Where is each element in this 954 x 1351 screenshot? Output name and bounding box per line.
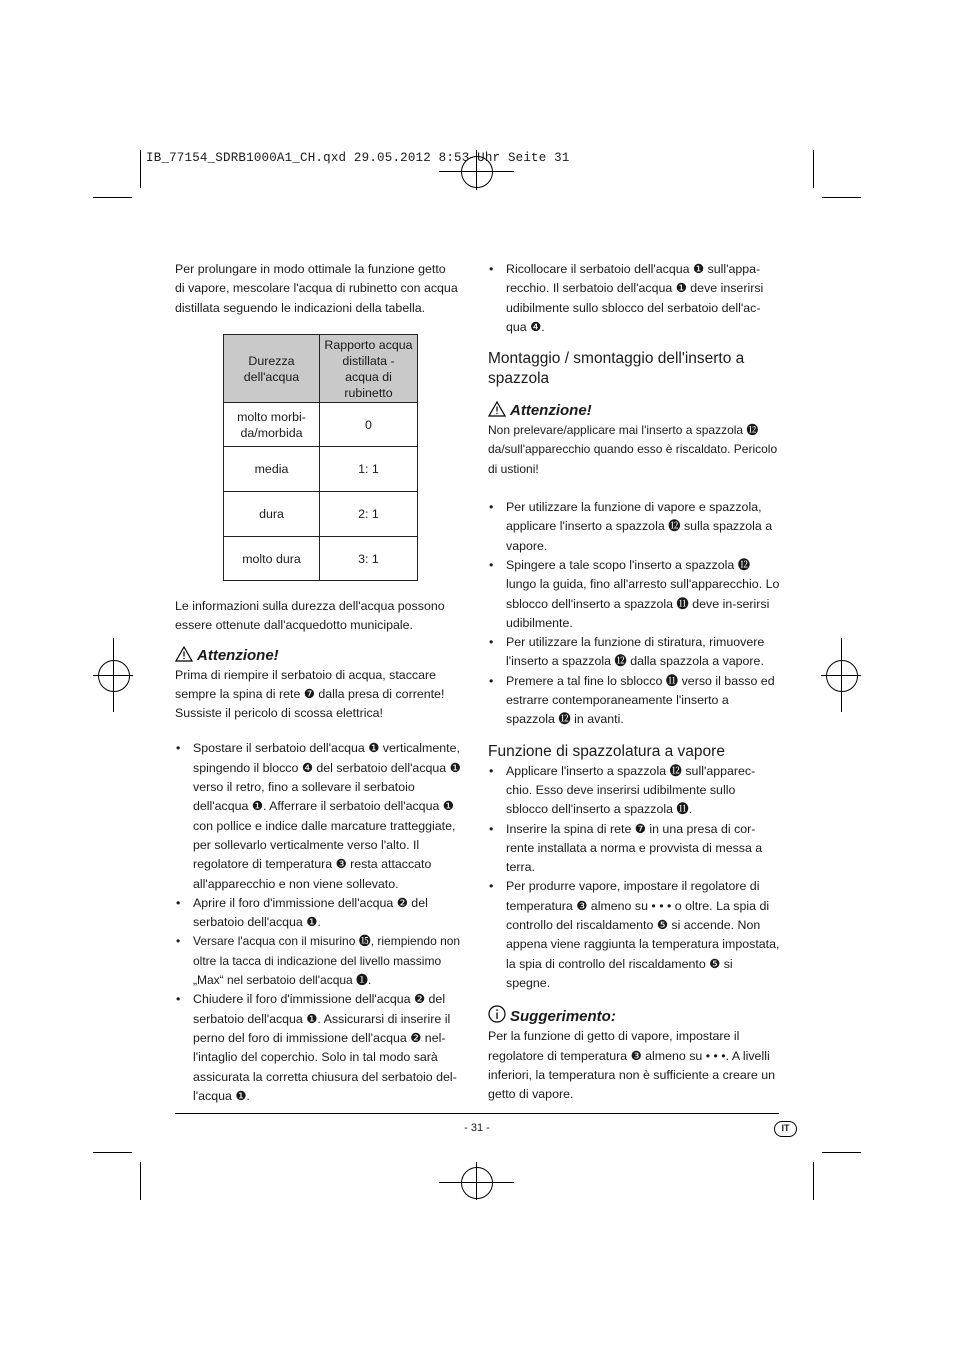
right-column xyxy=(488,260,780,1104)
steam-brushing-list xyxy=(488,762,780,994)
left-column xyxy=(175,260,458,318)
list-item: • Applicare l'inserto a spazzola ⓬ sull'apparec-chio. Esso deve inserirsi udibilmente sullo sblocco dell'inserto a spazzola ⓫. xyxy=(488,762,780,820)
footer-rule xyxy=(175,1113,779,1114)
warning-heading xyxy=(175,646,458,666)
tip-title: Suggerimento: xyxy=(510,1008,616,1026)
list-item: • Ricollocare il serbatoio dell'acqua ❶ sull'appa-recchio. Il serbatoio dell'acqua ❶ deve inserirsi udibilmente sullo sblocco del serbatoio dell'ac-qua ❹. xyxy=(488,260,780,337)
list-item: • Per utilizzare la funzione di stiratura, rimuovere l'inserto a spazzola ⓬ dalla spazzola a vapore. xyxy=(488,633,780,672)
table-header-hardness: Durezza dell'acqua xyxy=(224,335,320,403)
warning-triangle-icon xyxy=(488,401,506,417)
table-cell: 1: 1 xyxy=(319,447,417,492)
left-column-lower xyxy=(175,597,461,1106)
list-item: • Per utilizzare la funzione di vapore e spazzola, applicare l'inserto a spazzola ⓬ sulla spazzola a vapore. xyxy=(488,498,780,556)
warning-title: Attenzione! xyxy=(510,402,592,420)
tip-text: Per la funzione di getto di vapore, impostare il regolatore di temperatura ❸ almeno su • • •. A livelli inferiori, la temperatura non è sufficiente a creare un getto di vapore. xyxy=(488,1029,775,1102)
warning-triangle-icon xyxy=(175,646,193,662)
warning-title: Attenzione! xyxy=(197,646,279,664)
section-heading-brush-insert: Montaggio / smontaggio dell'inserto a spazzola xyxy=(488,350,745,388)
language-badge: IT xyxy=(774,1121,797,1137)
table-cell: molto dura xyxy=(224,537,320,581)
file-slug: IB_77154_SDRB1000A1_CH.qxd 29.05.2012 8:53 Uhr Seite 31 xyxy=(146,151,570,165)
list-item: • Aprire il foro d'immissione dell'acqua ❷ del serbatoio dell'acqua ❶. xyxy=(175,894,464,933)
list-item: • Versare l'acqua con il misurino ⓯, riempiendo non oltre la tacca di indicazione del livello massimo „Max“ nel serbatoio dell'acqua ❶. xyxy=(175,932,464,990)
hardness-info-paragraph: Le informazioni sulla durezza dell'acqua possono essere ottenute dall'acquedotto municipale. xyxy=(175,599,445,633)
intro-paragraph: Per prolungare in modo ottimale la funzione getto di vapore, mescolare l'acqua di rubinetto con acqua distillata seguendo le indicazioni della tabella. xyxy=(175,262,458,315)
table-cell: media xyxy=(224,447,320,492)
table-cell: dura xyxy=(224,492,320,537)
table-cell: 2: 1 xyxy=(319,492,417,537)
table-header-ratio: Rapporto acqua distillata - acqua di rubinetto xyxy=(319,335,417,403)
brush-steps-list xyxy=(488,498,780,730)
warning-text: Non prelevare/applicare mai l'inserto a spazzola ⓬ da/sull'apparecchio quando esso è riscaldato. Pericolo di ustioni! xyxy=(488,423,778,476)
list-item: • Inserire la spina di rete ❼ in una presa di cor-rente installata a norma e provvista di messa a terra. xyxy=(488,820,780,878)
page-number: - 31 - xyxy=(464,1122,490,1134)
list-item: • Per produrre vapore, impostare il regolatore di temperatura ❸ almeno su • • • o oltre. La spia di controllo del riscaldamento ❺ si accende. Non appena viene raggiunta la temperatura impostata, la spia di controllo del riscaldamento ❺ si spegne. xyxy=(488,877,780,993)
fill-steps-list xyxy=(175,739,464,1106)
list-item: • Premere a tal fine lo sblocco ⓫ verso il basso ed estrarre contemporaneamente l'inserto a spazzola ⓬ in avanti. xyxy=(488,672,780,730)
section-heading-steam-brushing: Funzione di spazzolatura a vapore xyxy=(488,742,725,760)
water-hardness-table xyxy=(223,334,418,581)
tip-heading xyxy=(488,1005,780,1027)
warning-text: Prima di riempire il serbatoio di acqua, staccare sempre la spina di rete ❼ dalla presa di corrente! Sussiste il pericolo di scossa elettrica! xyxy=(175,667,445,721)
warning-heading xyxy=(488,401,780,421)
list-item: • Chiudere il foro d'immissione dell'acqua ❷ del serbatoio dell'acqua ❶. Assicurarsi di inserire il perno del foro di immissione dell'acqua ❷ nel-l'intaglio del coperchio. Solo in tal modo sarà assicurata la corretta chiusura del serbatoio del-l'acqua ❶. xyxy=(175,990,464,1106)
table-cell: 0 xyxy=(319,403,417,447)
table-cell: 3: 1 xyxy=(319,537,417,581)
info-icon xyxy=(488,1005,506,1023)
table-cell: molto morbi-da/morbida xyxy=(224,403,320,447)
list-item: • Spostare il serbatoio dell'acqua ❶ verticalmente, spingendo il blocco ❹ del serbatoio dell'acqua ❶ verso il retro, fino a sollevare il serbatoio dell'acqua ❶. Afferrare il serbatoio dell'acqua ❶ con pollice e indice dalle marcature tratteggiate, per sollevarlo verticalmente verso l'alto. Il regolatore di temperatura ❸ resta attaccato all'apparecchio e non viene sollevato. xyxy=(175,739,464,893)
list-item: • Spingere a tale scopo l'inserto a spazzola ⓬ lungo la guida, fino all'arresto sull'apparecchio. Lo sblocco dell'inserto a spazzola ⓫ deve in-serirsi udibilmente. xyxy=(488,556,780,633)
reinsert-list xyxy=(488,260,780,337)
